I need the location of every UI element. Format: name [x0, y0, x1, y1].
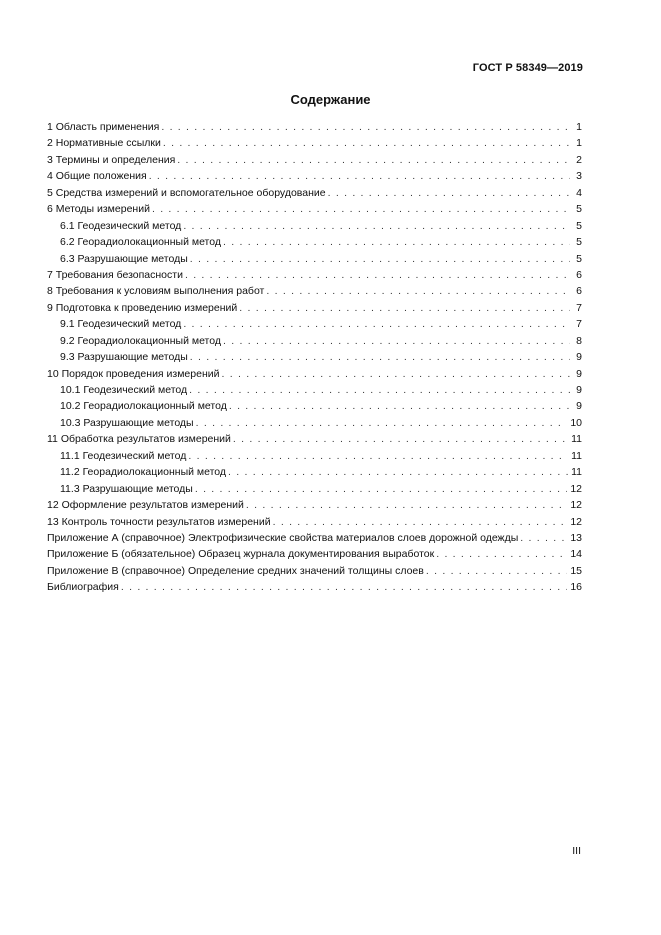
toc-title: Содержание — [290, 92, 371, 107]
toc-entry-label: 6.1 Геодезический метод — [60, 219, 182, 232]
toc-entry[interactable] — [47, 234, 582, 250]
toc-entry-page: 12 — [570, 499, 582, 512]
toc-leader-dots — [246, 497, 567, 513]
toc-entry[interactable] — [47, 431, 582, 447]
toc-entry[interactable] — [47, 481, 582, 497]
toc-entry-label: 13 Контроль точности результатов измерений — [47, 515, 271, 528]
toc-entry-page: 11 — [571, 449, 582, 462]
toc-leader-dots — [223, 234, 570, 250]
toc-leader-dots — [177, 152, 570, 168]
toc-leader-dots — [183, 218, 570, 234]
toc-entry[interactable] — [47, 300, 582, 316]
toc-entry[interactable] — [47, 448, 582, 464]
toc-entry[interactable] — [47, 201, 582, 217]
toc-entry-label: 6.3 Разрушающие методы — [60, 252, 188, 265]
toc-leader-dots — [163, 135, 570, 151]
toc-entry-page: 15 — [570, 564, 582, 577]
toc-entry[interactable] — [47, 579, 582, 595]
toc-entry-label: 6.2 Георадиолокационный метод — [60, 236, 221, 249]
toc-entry-page: 1 — [576, 121, 582, 133]
toc-entry[interactable] — [47, 316, 582, 332]
toc-leader-dots — [223, 333, 570, 349]
toc-entry[interactable] — [47, 168, 582, 184]
page-number: III — [572, 845, 581, 857]
toc-entry-label: 11.3 Разрушающие методы — [60, 482, 193, 495]
toc-entry-label: 9.2 Георадиолокационный метод — [60, 334, 221, 347]
toc-entry-label: 3 Термины и определения — [47, 153, 176, 166]
toc-entry-page: 5 — [576, 236, 582, 249]
toc-leader-dots — [239, 300, 570, 316]
toc-entry-page: 12 — [570, 515, 582, 528]
toc-entry[interactable] — [47, 563, 582, 579]
toc-entry-page: 11 — [571, 433, 582, 446]
toc-leader-dots — [195, 481, 567, 497]
toc-leader-dots — [233, 431, 568, 447]
toc-entry[interactable] — [47, 349, 582, 365]
toc-entry[interactable] — [47, 366, 582, 382]
toc-entry-page: 10 — [570, 416, 582, 429]
toc-entry-label: 10.1 Геодезический метод — [60, 384, 188, 396]
toc-entry-label: Приложение Б (обязательное) Образец журнала документирования выработок — [47, 548, 435, 561]
toc-entry[interactable] — [47, 333, 582, 349]
toc-leader-dots — [229, 398, 570, 414]
toc-entry[interactable] — [47, 218, 582, 234]
toc-entry-label: 2 Нормативные ссылки — [47, 137, 161, 150]
table-of-contents — [47, 119, 582, 596]
toc-entry-page: 5 — [576, 219, 582, 232]
toc-leader-dots — [190, 251, 570, 267]
toc-entry[interactable] — [47, 464, 582, 480]
toc-entry-label: 10.2 Георадиолокационный метод — [60, 400, 227, 413]
toc-leader-dots — [520, 530, 567, 546]
toc-leader-dots — [228, 464, 568, 480]
toc-leader-dots — [121, 579, 567, 595]
toc-entry-page: 5 — [576, 203, 582, 216]
toc-entry-label: 9.3 Разрушающие методы — [60, 351, 188, 364]
toc-entry[interactable] — [47, 382, 582, 398]
toc-entry[interactable] — [47, 119, 582, 135]
toc-entry-label: 7 Требования безопасности — [47, 268, 183, 281]
toc-entry-page: 4 — [576, 186, 582, 199]
toc-leader-dots — [328, 185, 570, 201]
toc-leader-dots — [188, 448, 568, 464]
toc-entry[interactable] — [47, 152, 582, 168]
toc-entry-label: 11 Обработка результатов измерений — [47, 433, 231, 446]
toc-leader-dots — [436, 546, 567, 562]
toc-entry-page: 5 — [576, 252, 582, 265]
toc-leader-dots — [273, 514, 568, 530]
toc-entry[interactable] — [47, 135, 582, 151]
toc-entry[interactable] — [47, 251, 582, 267]
toc-entry-label: 11.1 Геодезический метод — [60, 449, 187, 462]
toc-entry-page: 9 — [576, 351, 582, 364]
toc-entry-page: 6 — [576, 268, 582, 281]
toc-leader-dots — [161, 119, 570, 135]
toc-entry-label: Библиография — [47, 581, 119, 594]
toc-entry-label: 9.1 Геодезический метод — [60, 318, 182, 331]
toc-entry[interactable] — [47, 398, 582, 414]
toc-entry[interactable] — [47, 185, 582, 201]
toc-entry-label: 11.2 Георадиолокационный метод — [60, 466, 227, 479]
toc-leader-dots — [183, 316, 570, 332]
toc-entry[interactable] — [47, 415, 582, 431]
toc-entry-page: 16 — [570, 581, 582, 594]
toc-entry-label: 10 Порядок проведения измерений — [47, 367, 220, 380]
toc-entry[interactable] — [47, 283, 582, 299]
toc-leader-dots — [185, 267, 570, 283]
toc-entry-page: 9 — [576, 400, 582, 413]
toc-entry-label: 6 Методы измерений — [47, 203, 150, 216]
toc-entry[interactable] — [47, 530, 582, 546]
toc-leader-dots — [152, 201, 570, 217]
toc-leader-dots — [149, 168, 570, 184]
toc-leader-dots — [266, 283, 570, 299]
toc-entry[interactable] — [47, 497, 582, 513]
toc-leader-dots — [196, 415, 568, 431]
toc-entry-page: 9 — [576, 367, 582, 380]
document-code: ГОСТ Р 58349—2019 — [472, 62, 583, 74]
toc-entry-label: 12 Оформление результатов измерений — [47, 499, 244, 512]
toc-entry-page: 11 — [571, 466, 582, 479]
toc-entry-label: 5 Средства измерений и вспомогательное оборудование — [47, 186, 326, 199]
toc-entry[interactable] — [47, 546, 582, 562]
toc-entry-label: 1 Область применения — [47, 121, 160, 133]
toc-entry-page: 14 — [570, 548, 582, 561]
toc-entry-label: Приложение А (справочное) Электрофизические свойства материалов слоев дорожной одежды — [47, 531, 519, 544]
toc-entry-label: 10.3 Разрушающие методы — [60, 416, 194, 429]
toc-leader-dots — [190, 349, 570, 365]
toc-entry-page: 7 — [576, 318, 582, 331]
toc-entry-label: 9 Подготовка к проведению измерений — [47, 301, 238, 314]
toc-entry-page: 12 — [570, 482, 582, 495]
toc-entry[interactable] — [47, 514, 582, 530]
toc-entry[interactable] — [47, 267, 582, 283]
toc-entry-page: 9 — [576, 384, 582, 396]
toc-entry-page: 2 — [576, 153, 582, 166]
toc-entry-label: Приложение В (справочное) Определение средних значений толщины слоев — [47, 564, 424, 577]
toc-entry-label: 4 Общие положения — [47, 170, 147, 183]
toc-leader-dots — [426, 563, 567, 579]
toc-entry-page: 13 — [570, 531, 582, 544]
toc-entry-page: 6 — [576, 285, 582, 298]
toc-entry-label: 8 Требования к условиям выполнения работ — [47, 285, 265, 298]
toc-entry-page: 3 — [576, 170, 582, 183]
toc-leader-dots — [189, 382, 570, 398]
toc-leader-dots — [221, 366, 570, 382]
toc-entry-page: 1 — [576, 137, 582, 150]
toc-entry-page: 7 — [576, 301, 582, 314]
toc-entry-page: 8 — [576, 334, 582, 347]
